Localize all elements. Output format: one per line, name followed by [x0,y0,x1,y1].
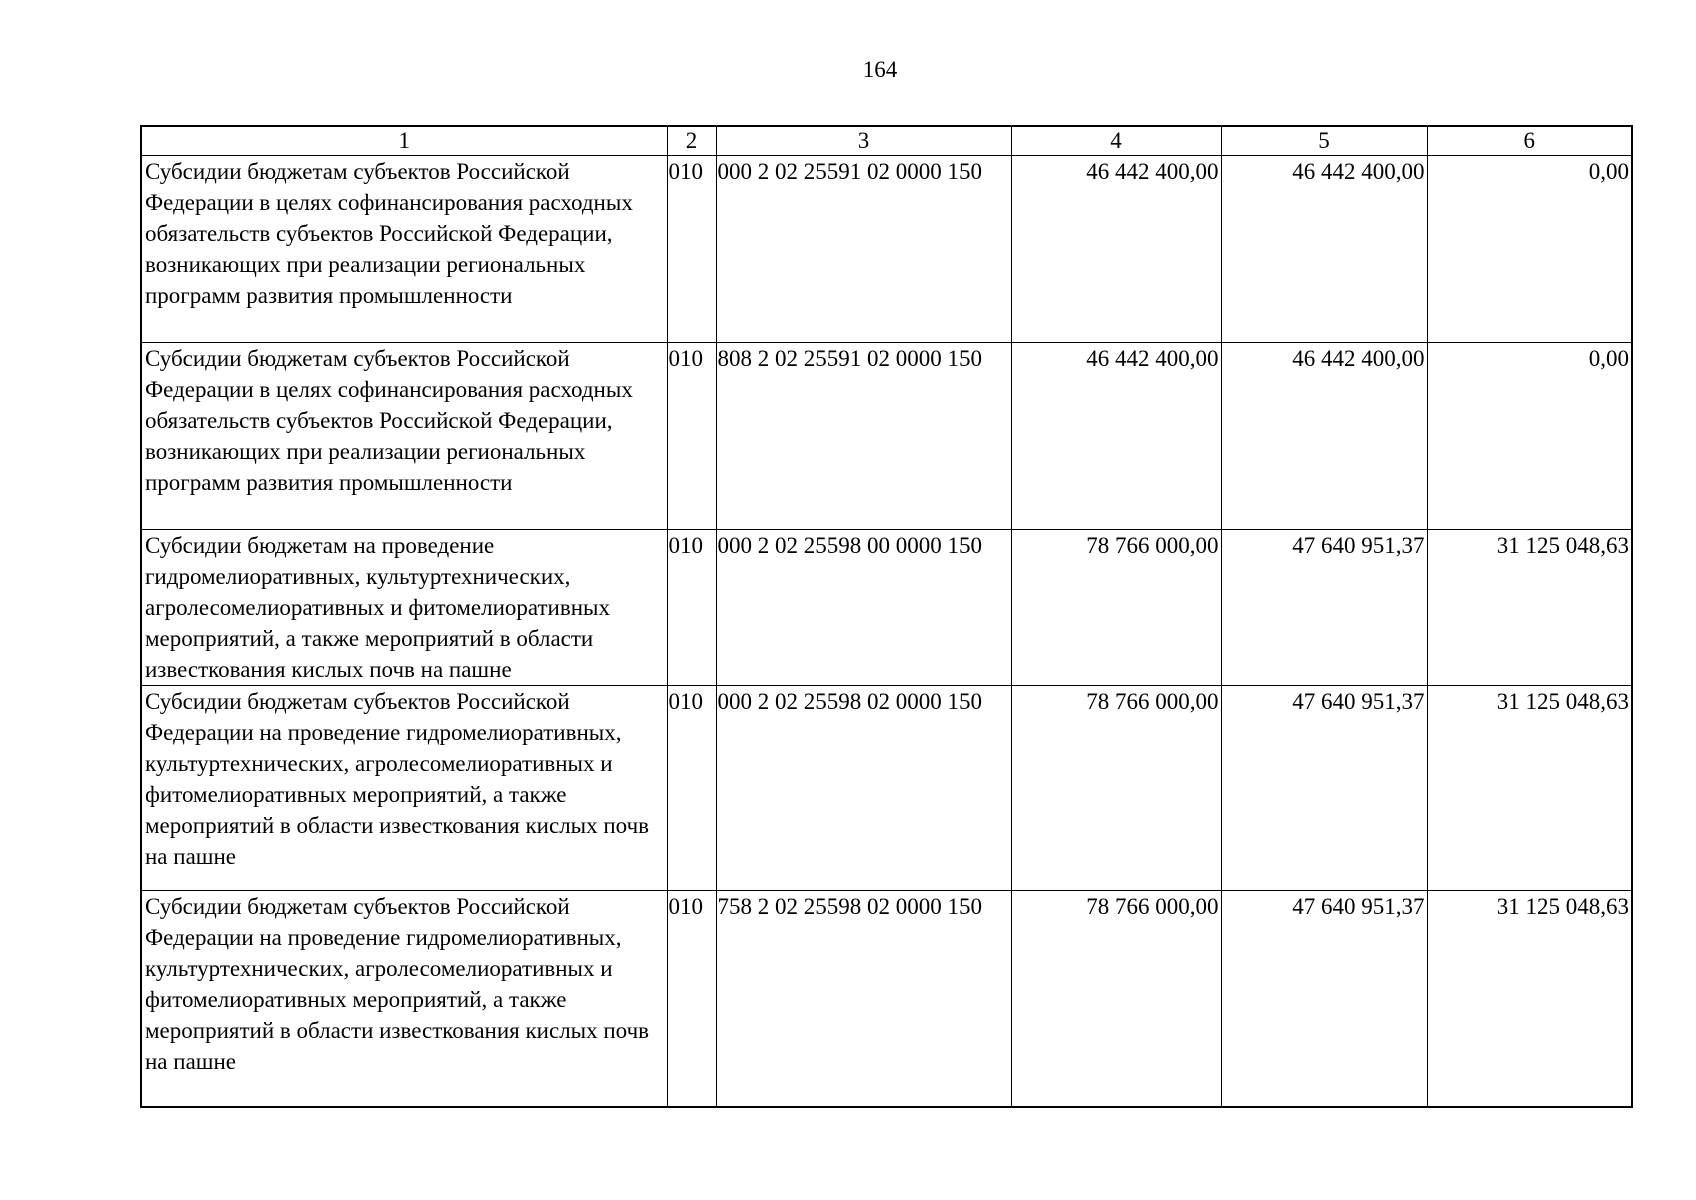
row-line-code: 010 [667,891,716,1107]
table-row [141,156,1632,343]
row-approved-amount: 46 442 400,00 [1011,343,1221,530]
row-budget-code: 808 2 02 25591 02 0000 150 [716,343,1011,530]
column-header-5: 5 [1221,126,1427,156]
row-unexecuted-amount: 31 125 048,63 [1427,891,1632,1107]
row-budget-code: 758 2 02 25598 02 0000 150 [716,891,1011,1107]
row-executed-amount: 46 442 400,00 [1221,156,1427,343]
row-approved-amount: 78 766 000,00 [1011,891,1221,1107]
row-approved-amount: 46 442 400,00 [1011,156,1221,343]
row-description: Субсидии бюджетам на проведение гидромелиоративных, культуртехнических, агролесомелиоративных и фитомелиоративных мероприятий, а также мероприятий в области известкования кислых почв на пашне [141,530,667,686]
row-budget-code: 000 2 02 25598 02 0000 150 [716,686,1011,891]
table-row [141,891,1632,1107]
column-header-1: 1 [141,126,667,156]
row-description: Субсидии бюджетам субъектов Российской Федерации в целях софинансирования расходных обязательств субъектов Российской Федерации, возникающих при реализации региональных программ развития промышленности [141,343,667,530]
row-budget-code: 000 2 02 25591 02 0000 150 [716,156,1011,343]
page-number: 164 [862,57,898,82]
row-unexecuted-amount: 0,00 [1427,343,1632,530]
row-executed-amount: 47 640 951,37 [1221,530,1427,686]
row-executed-amount: 47 640 951,37 [1221,686,1427,891]
row-line-code: 010 [667,530,716,686]
table-row [141,686,1632,891]
row-executed-amount: 46 442 400,00 [1221,343,1427,530]
row-line-code: 010 [667,686,716,891]
column-header-2: 2 [667,126,716,156]
row-description: Субсидии бюджетам субъектов Российской Федерации на проведение гидромелиоративных, культуртехнических, агролесомелиоративных и фитомелиоративных мероприятий, а также мероприятий в области известкования кислых почв на пашне [141,891,667,1107]
row-description: Субсидии бюджетам субъектов Российской Федерации на проведение гидромелиоративных, культуртехнических, агролесомелиоративных и фитомелиоративных мероприятий, а также мероприятий в области известкования кислых почв на пашне [141,686,667,891]
row-line-code: 010 [667,343,716,530]
row-approved-amount: 78 766 000,00 [1011,686,1221,891]
row-line-code: 010 [667,156,716,343]
budget-table [140,125,1633,1108]
column-header-3: 3 [716,126,1011,156]
column-header-6: 6 [1427,126,1632,156]
row-executed-amount: 47 640 951,37 [1221,891,1427,1107]
table-row [141,530,1632,686]
row-unexecuted-amount: 0,00 [1427,156,1632,343]
table-row [141,343,1632,530]
row-approved-amount: 78 766 000,00 [1011,530,1221,686]
table-header-row [141,126,1632,156]
row-description: Субсидии бюджетам субъектов Российской Федерации в целях софинансирования расходных обязательств субъектов Российской Федерации, возникающих при реализации региональных программ развития промышленности [141,156,667,343]
row-unexecuted-amount: 31 125 048,63 [1427,686,1632,891]
row-unexecuted-amount: 31 125 048,63 [1427,530,1632,686]
column-header-4: 4 [1011,126,1221,156]
row-budget-code: 000 2 02 25598 00 0000 150 [716,530,1011,686]
